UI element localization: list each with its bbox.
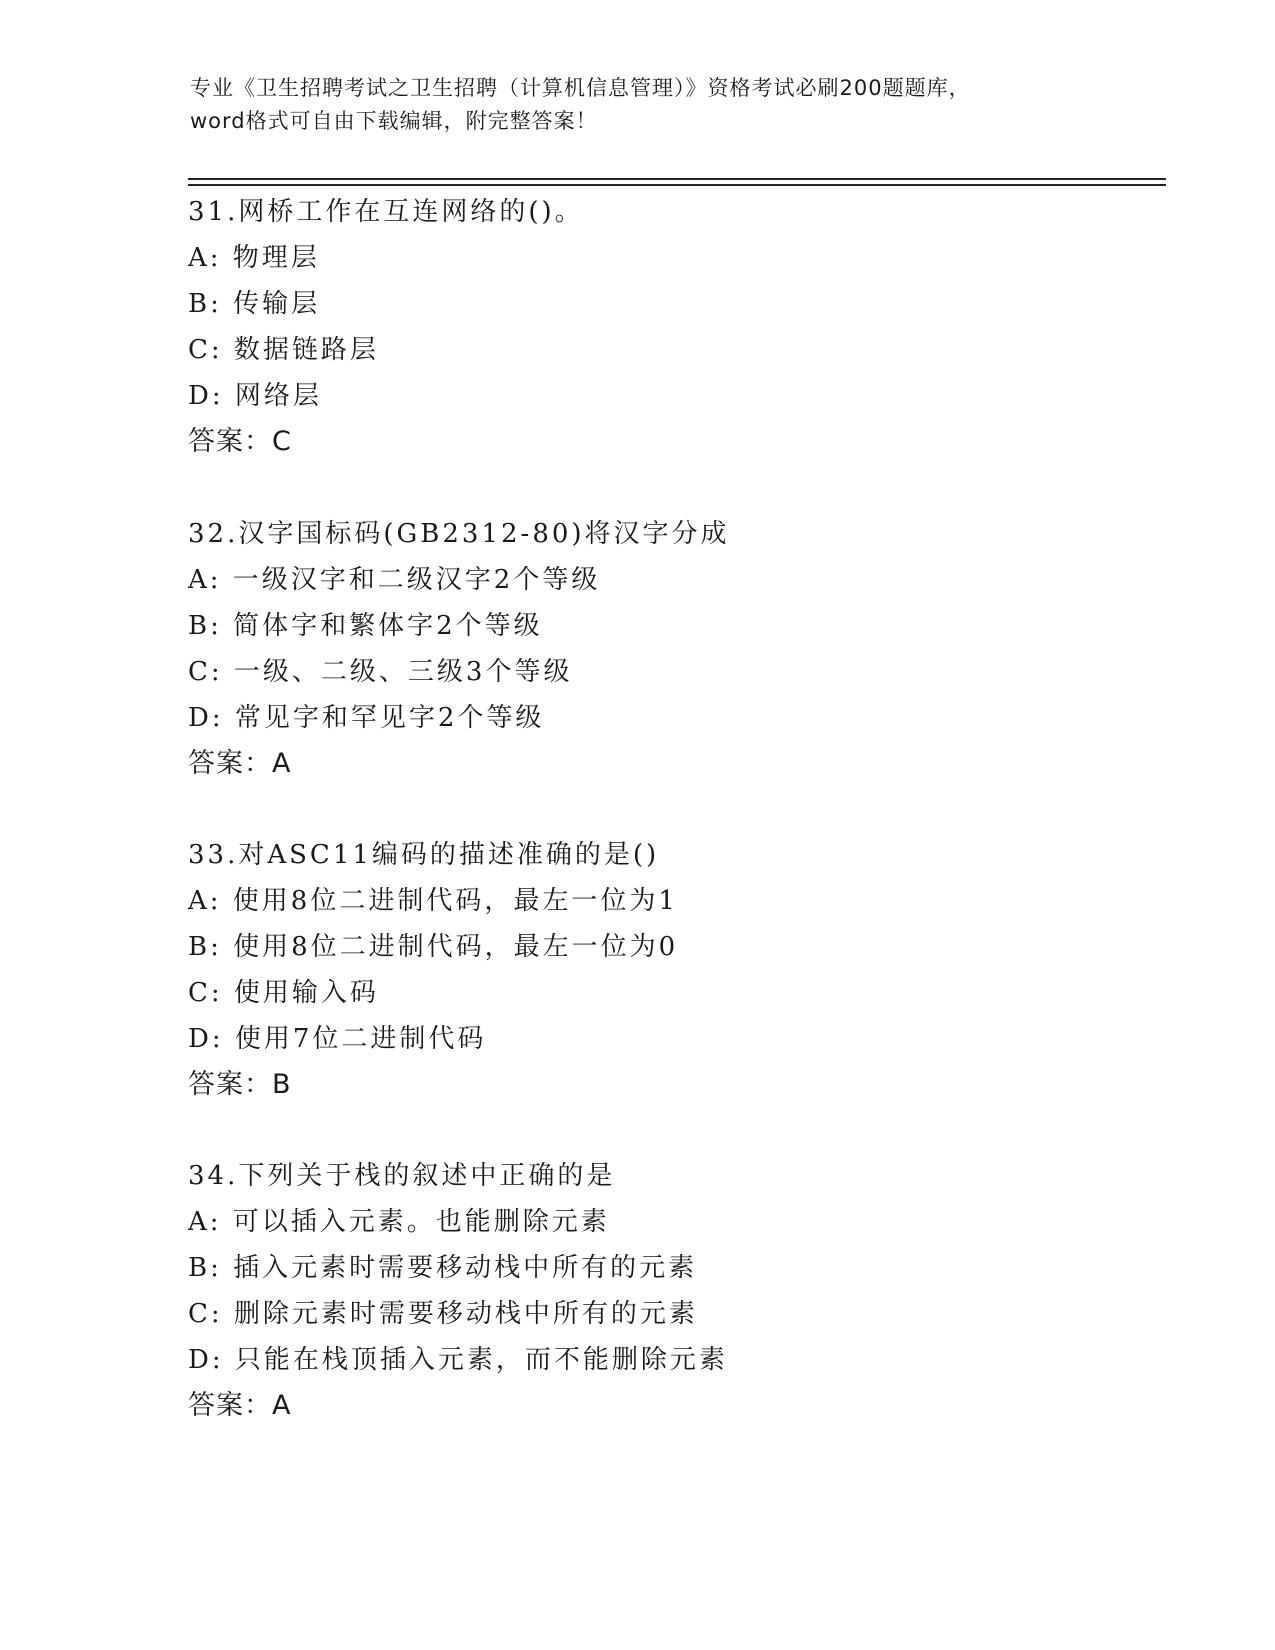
option-b: B: 插入元素时需要移动栈中所有的元素	[188, 1253, 698, 1283]
option-a: A: 可以插入元素。也能删除元素	[188, 1207, 610, 1237]
answer-line: 答案：C	[188, 426, 292, 457]
option-a: A: 一级汉字和二级汉字2个等级	[188, 565, 601, 595]
option-b: B: 传输层	[188, 289, 321, 319]
question-stem: 32.汉字国标码(GB2312-80)将汉字分成	[188, 519, 730, 549]
option-b: B: 简体字和繁体字2个等级	[188, 611, 543, 641]
option-c: C: 一级、二级、三级3个等级	[188, 657, 573, 687]
answer-line: 答案：A	[188, 748, 292, 779]
question-block	[188, 189, 1168, 465]
answer-line: 答案：A	[188, 1390, 292, 1421]
option-d: D: 只能在栈顶插入元素，而不能删除元素	[188, 1345, 728, 1375]
question-stem: 33.对ASC11编码的描述准确的是()	[188, 840, 660, 870]
header-line-1: 专业《卫生招聘考试之卫生招聘（计算机信息管理）》资格考试必刷200题题库，	[190, 76, 971, 100]
document-header	[190, 72, 1090, 138]
option-b: B: 使用8位二进制代码，最左一位为0	[188, 932, 679, 962]
option-c: C: 数据链路层	[188, 335, 379, 365]
question-block	[188, 511, 1168, 787]
question-block	[188, 832, 1168, 1108]
header-divider-bottom	[188, 184, 1166, 186]
header-line-2: word格式可自由下载编辑，附完整答案！	[190, 109, 598, 133]
option-d: D: 常见字和罕见字2个等级	[188, 703, 545, 733]
option-d: D: 网络层	[188, 381, 322, 411]
answer-line: 答案：B	[188, 1069, 292, 1100]
question-block	[188, 1153, 1168, 1429]
question-stem: 34.下列关于栈的叙述中正确的是	[188, 1161, 616, 1191]
option-a: A: 使用8位二进制代码，最左一位为1	[188, 886, 678, 916]
option-a: A: 物理层	[188, 243, 320, 273]
option-c: C: 删除元素时需要移动栈中所有的元素	[188, 1299, 698, 1329]
option-d: D: 使用7位二进制代码	[188, 1024, 487, 1054]
option-c: C: 使用输入码	[188, 978, 379, 1008]
header-divider-top	[188, 178, 1166, 180]
question-stem: 31.网桥工作在互连网络的()。	[188, 197, 584, 227]
